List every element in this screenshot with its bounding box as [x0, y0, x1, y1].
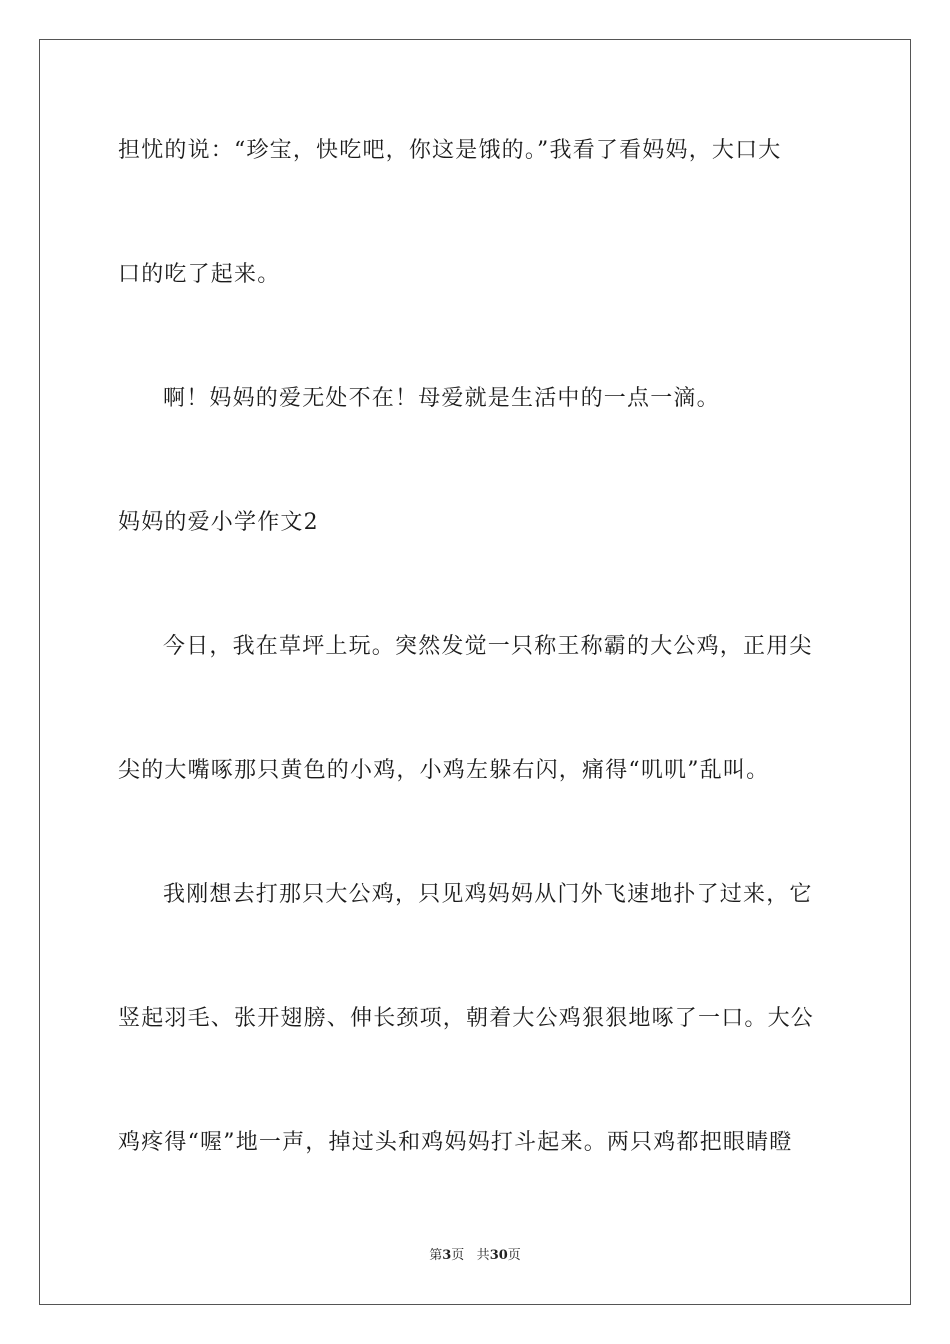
text-line: 竖起羽毛、张开翅膀、伸长颈项，朝着大公鸡狠狠地啄了一口。大公 — [118, 1006, 815, 1031]
text-line: 口的吃了起来。 — [118, 262, 281, 287]
page-footer — [0, 1247, 950, 1265]
text-line: 鸡疼得“喔”地一声，掉过头和鸡妈妈打斗起来。两只鸡都把眼睛瞪 — [118, 1130, 793, 1155]
page-suffix: 页 — [451, 1248, 465, 1263]
section-title: 妈妈的爱小学作文2 — [118, 510, 319, 535]
paragraph-line: 今日，我在草坪上玩。突然发觉一只称王称霸的大公鸡，正用尖 — [163, 634, 813, 659]
text-line: 尖的大嘴啄那只黄色的小鸡，小鸡左躲右闪，痛得“叽叽”乱叫。 — [118, 758, 770, 783]
paragraph-line: 我刚想去打那只大公鸡，只见鸡妈妈从门外飞速地扑了过来，它 — [163, 882, 813, 907]
total-prefix: 共 — [476, 1248, 490, 1263]
paragraph-line: 啊！妈妈的爱无处不在！母爱就是生活中的一点一滴。 — [163, 386, 720, 411]
page-number: 3 — [442, 1248, 452, 1263]
total-suffix: 页 — [507, 1248, 521, 1263]
page-prefix: 第 — [429, 1248, 443, 1263]
text-line: 担忧的说：“珍宝，快吃吧，你这是饿的。”我看了看妈妈，大口大 — [118, 138, 782, 163]
page-border — [39, 39, 911, 1305]
total-pages: 30 — [489, 1248, 508, 1263]
